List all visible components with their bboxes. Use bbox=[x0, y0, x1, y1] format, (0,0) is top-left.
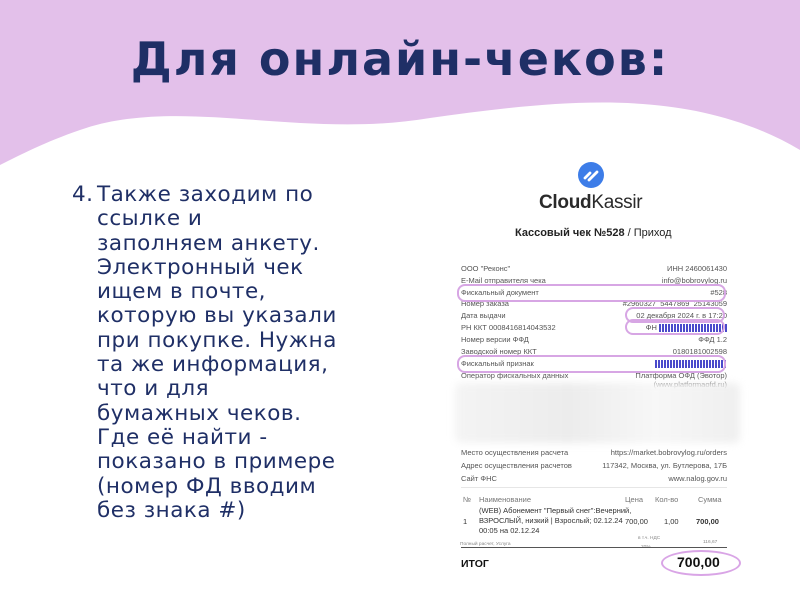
instruction-line: показано в примере bbox=[97, 449, 336, 475]
total-label: ИТОГ bbox=[461, 558, 489, 570]
instruction-line: которую вы указали bbox=[97, 303, 337, 329]
row-key: Адрес осуществления расчетов bbox=[461, 461, 572, 470]
total-value: 700,00 bbox=[677, 554, 720, 570]
row-key: Фискальный признак bbox=[461, 359, 534, 368]
instruction-line: ссылке и bbox=[97, 206, 203, 232]
brand-bold: Cloud bbox=[539, 192, 592, 213]
row-value: ФФД 1.2 bbox=[698, 335, 727, 344]
instruction-line: Также заходим по bbox=[97, 182, 314, 207]
payment-note: Полный расчет, Услуга bbox=[460, 542, 511, 547]
receipt-number: Кассовый чек №528 bbox=[515, 227, 625, 239]
row-key: Оператор фискальных данных bbox=[461, 371, 569, 380]
blurred-region bbox=[455, 383, 740, 443]
row-value: 0180181002598 bbox=[672, 347, 727, 356]
instruction-line: Где её найти - bbox=[97, 424, 268, 450]
row-key: РН ККТ 0008416814043532 bbox=[461, 323, 556, 332]
row-value: https://market.bobrovylog.ru/orders bbox=[610, 448, 727, 457]
instruction-line: без знака #) bbox=[97, 497, 246, 523]
row-value: #528 bbox=[710, 288, 727, 297]
row-value: Платформа ОФД (Эвотор) bbox=[635, 371, 727, 380]
row-key: Номер версии ФФД bbox=[461, 335, 529, 344]
instruction-line: ищем в почте, bbox=[97, 279, 267, 305]
highlight-fiscal-document bbox=[457, 284, 726, 302]
instruction-line: что и для bbox=[97, 376, 210, 402]
item-name-line: ВЗРОСЛЫЙ, низкий | Взрослый; 02.12.24 bbox=[479, 516, 623, 525]
row-value: 02 декабря 2024 г. в 17:20 bbox=[636, 311, 727, 320]
row-key: Дата выдачи bbox=[461, 311, 506, 320]
item-sum: 700,00 bbox=[696, 517, 719, 526]
item-name-line: (WEB) Абонемент "Первый снег":Вечерний, bbox=[479, 506, 632, 515]
item-number: 1 bbox=[463, 517, 468, 526]
instruction-text bbox=[72, 183, 372, 523]
instruction-line: (номер ФД вводим bbox=[97, 473, 317, 499]
header-band bbox=[0, 0, 800, 175]
highlight-fn bbox=[625, 319, 725, 335]
row-value: #2960327_5447869_25143059 bbox=[622, 299, 727, 308]
instruction-line: при покупке. Нужна bbox=[97, 327, 337, 353]
row-key: Место осуществления расчета bbox=[461, 448, 569, 457]
row-value: info@bobrovylog.ru bbox=[661, 276, 727, 285]
item-qty: 1,00 bbox=[664, 517, 679, 526]
row-key: ООО "Реконс" bbox=[461, 264, 511, 273]
col-header-qty: Кол-во bbox=[655, 495, 679, 504]
row-value: 117342, Москва, ул. Бутлерова, 17Б bbox=[602, 461, 727, 470]
instruction-line: та же информация, bbox=[97, 352, 329, 378]
receipt-type: / Приход bbox=[624, 227, 672, 239]
col-header-number: № bbox=[463, 495, 472, 504]
item-price: 700,00 bbox=[625, 517, 648, 526]
instruction-line: заполняем анкету. bbox=[97, 230, 320, 256]
fn-label: ФН bbox=[645, 323, 657, 332]
row-key: Сайт ФНС bbox=[461, 474, 497, 483]
row-key: E-Mail отправителя чека bbox=[461, 276, 546, 285]
cloudkassir-logo-icon bbox=[577, 161, 605, 189]
instruction-line: Электронный чек bbox=[97, 254, 304, 280]
col-header-sum: Сумма bbox=[698, 495, 722, 504]
row-key: Фискальный документ bbox=[461, 288, 539, 297]
vat-label: в т.ч. НДС bbox=[638, 536, 661, 541]
divider bbox=[461, 547, 727, 548]
step-number: 4. bbox=[72, 182, 94, 207]
slide-title: Для онлайн-чеков: bbox=[130, 32, 670, 86]
row-value: www.nalog.gov.ru bbox=[668, 474, 727, 483]
row-key: Номер заказа bbox=[461, 299, 509, 308]
instruction-line: бумажных чеков. bbox=[97, 400, 302, 426]
brand-name bbox=[539, 192, 642, 214]
item-name-line: 00:05 на 02.12.24 bbox=[479, 526, 540, 535]
row-value: ИНН 2460061430 bbox=[666, 264, 727, 273]
row-key: Заводской номер ККТ bbox=[461, 347, 537, 356]
brand-light: Kassir bbox=[591, 192, 643, 213]
divider bbox=[461, 487, 727, 488]
col-header-name: Наименование bbox=[479, 495, 531, 504]
receipt-title bbox=[515, 227, 672, 239]
vat-sum: 116,67 bbox=[703, 540, 718, 545]
receipt-image bbox=[455, 155, 745, 595]
highlight-fiscal-sign bbox=[457, 355, 726, 373]
col-header-price: Цена bbox=[625, 495, 644, 504]
